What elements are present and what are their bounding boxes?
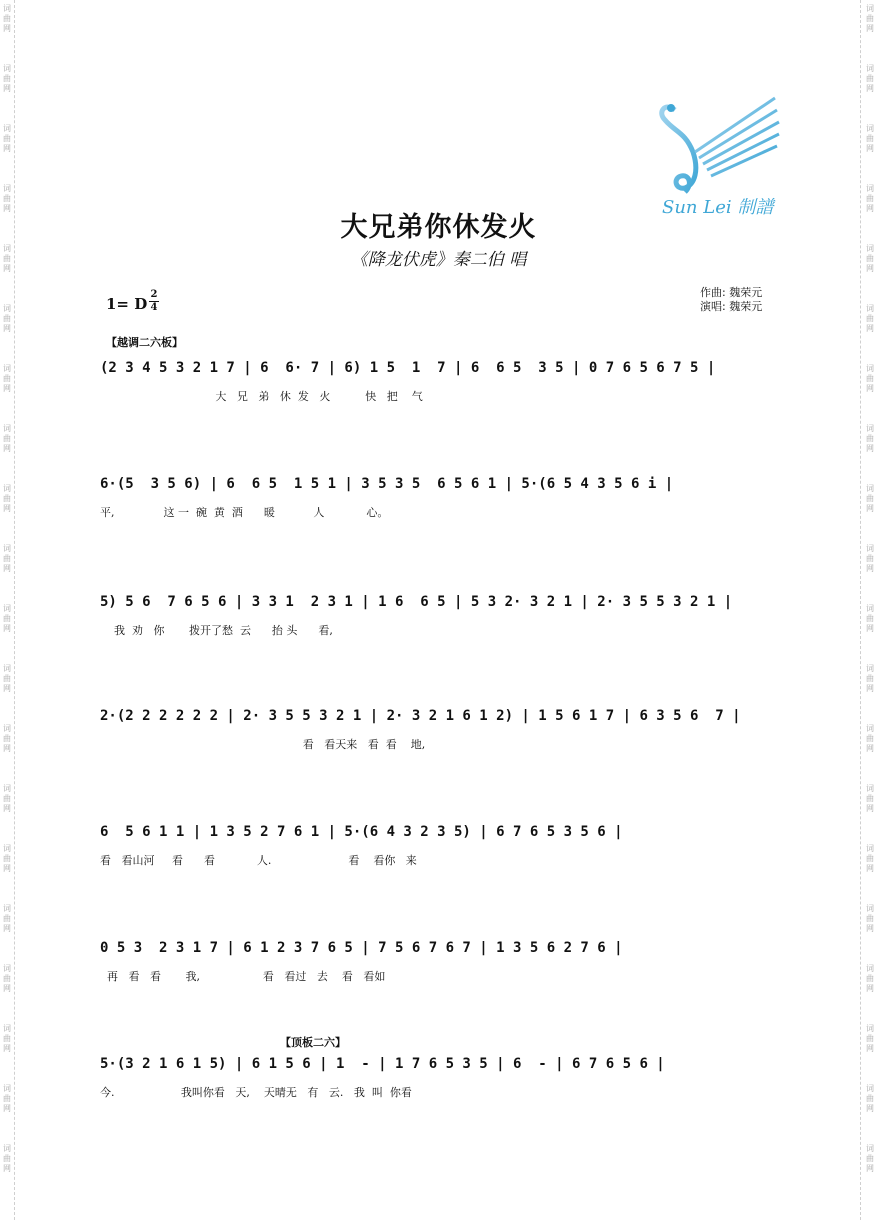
time-sig-top: 2 bbox=[150, 289, 158, 300]
notes-line-1: (2 3 4 5 3 2 1 7 | 6 6· 7 | 6) 1 5 1 7 | 6 6 5 3 5 | 0 7 6 5 6 7 5 | bbox=[100, 360, 716, 376]
watermark-label: 词 曲 网 bbox=[866, 364, 874, 393]
score-line-2 bbox=[100, 476, 790, 536]
score-line-7 bbox=[100, 1056, 790, 1116]
singer-credit: 演唱: 魏荣元 bbox=[700, 300, 763, 313]
watermark-label: 词 曲 网 bbox=[3, 124, 11, 153]
watermark-label: 词 曲 网 bbox=[866, 4, 874, 33]
score-line-6 bbox=[100, 940, 790, 1000]
watermark-label: 词 曲 网 bbox=[3, 1144, 11, 1173]
lyrics-line-4: 看 看天来 看 看 地, bbox=[100, 738, 426, 751]
watermark-label: 词 曲 网 bbox=[866, 544, 874, 573]
page-title: 大兄弟你休发火 bbox=[340, 212, 537, 243]
watermark-label: 词 曲 网 bbox=[3, 544, 11, 573]
page-subtitle: 《降龙伏虎》秦二伯 唱 bbox=[350, 250, 527, 270]
left-margin-edge bbox=[0, 0, 15, 1220]
watermark-label: 词 曲 网 bbox=[3, 784, 11, 813]
lyrics-line-7: 今. 我叫你看 天, 天晴无 有 云. 我 叫 你看 bbox=[100, 1086, 412, 1099]
watermark-label: 词 曲 网 bbox=[866, 64, 874, 93]
notes-line-6: 0 5 3 2 3 1 7 | 6 1 2 3 7 6 5 | 7 5 6 7 6 7 | 1 3 5 6 2 7 6 | bbox=[100, 940, 623, 956]
watermark-label: 词 曲 网 bbox=[3, 904, 11, 933]
watermark-label: 词 曲 网 bbox=[3, 964, 11, 993]
watermark-label: 词 曲 网 bbox=[3, 484, 11, 513]
watermark-label: 词 曲 网 bbox=[3, 4, 11, 33]
lyrics-line-2: 平, 这 一 碗 黄 酒 暖 人 心。 bbox=[100, 506, 389, 519]
logo-text: Sun Lei 制譜 bbox=[662, 197, 774, 218]
watermark-label: 词 曲 网 bbox=[3, 604, 11, 633]
section-mark-1: 【越调二六板】 bbox=[106, 336, 183, 349]
watermark-label: 词 曲 网 bbox=[866, 424, 874, 453]
notes-line-5: 6 5 6 1 1 | 1 3 5 2 7 6 1 | 5·(6 4 3 2 3 5) | 6 7 6 5 3 5 6 | bbox=[100, 824, 623, 840]
lyrics-line-1: 大 兄 弟 休 发 火 快 把 气 bbox=[100, 390, 423, 403]
watermark-label: 词 曲 网 bbox=[3, 664, 11, 693]
right-margin-edge bbox=[860, 0, 875, 1220]
lyrics-line-5: 看 看山河 看 看 人. 看 看你 来 bbox=[100, 854, 417, 867]
watermark-label: 词 曲 网 bbox=[866, 1144, 874, 1173]
watermark-label: 词 曲 网 bbox=[866, 724, 874, 753]
time-sig-bottom: 4 bbox=[150, 302, 158, 313]
watermark-label: 词 曲 网 bbox=[866, 124, 874, 153]
watermark-label: 词 曲 网 bbox=[866, 844, 874, 873]
notes-line-2: 6·(5 3 5 6) | 6 6 5 1 5 1 | 3 5 3 5 6 5 6 1 | 5·(6 5 4 3 5 6 i | bbox=[100, 476, 674, 492]
key-signature: 1= D bbox=[106, 295, 148, 313]
watermark-label: 词 曲 网 bbox=[866, 244, 874, 273]
watermark-label: 词 曲 网 bbox=[866, 784, 874, 813]
watermark-label: 词 曲 网 bbox=[3, 184, 11, 213]
watermark-label: 词 曲 网 bbox=[866, 904, 874, 933]
notes-line-4: 2·(2 2 2 2 2 2 | 2· 3 5 5 3 2 1 | 2· 3 2 1 6 1 2) | 1 5 6 1 7 | 6 3 5 6 7 | bbox=[100, 708, 741, 724]
watermark-label: 词 曲 网 bbox=[3, 364, 11, 393]
notes-line-3: 5) 5 6 7 6 5 6 | 3 3 1 2 3 1 | 1 6 6 5 | 5 3 2· 3 2 1 | 2· 3 5 5 3 2 1 | bbox=[100, 594, 733, 610]
lyrics-line-3: 我 劝 你 拨开了愁 云 抬 头 看, bbox=[100, 624, 333, 637]
watermark-label: 词 曲 网 bbox=[3, 244, 11, 273]
composer-credit: 作曲: 魏荣元 bbox=[700, 286, 763, 299]
watermark-label: 词 曲 网 bbox=[3, 304, 11, 333]
watermark-label: 词 曲 网 bbox=[866, 1084, 874, 1113]
score-line-5 bbox=[100, 824, 790, 884]
credits bbox=[700, 286, 762, 314]
watermark-label: 词 曲 网 bbox=[3, 724, 11, 753]
watermark-label: 词 曲 网 bbox=[866, 604, 874, 633]
watermark-label: 词 曲 网 bbox=[866, 184, 874, 213]
watermark-label: 词 曲 网 bbox=[866, 664, 874, 693]
time-signature bbox=[149, 290, 159, 313]
watermark-label: 词 曲 网 bbox=[3, 1024, 11, 1053]
watermark-label: 词 曲 网 bbox=[866, 964, 874, 993]
watermark-label: 词 曲 网 bbox=[3, 424, 11, 453]
watermark-label: 词 曲 网 bbox=[3, 64, 11, 93]
score-line-3 bbox=[100, 594, 790, 654]
notes-line-7: 5·(3 2 1 6 1 5) | 6 1 5 6 | 1 - | 1 7 6 5 3 5 | 6 - | 6 7 6 5 6 | bbox=[100, 1056, 665, 1072]
watermark-label: 词 曲 网 bbox=[866, 484, 874, 513]
watermark-label: 词 曲 网 bbox=[3, 1084, 11, 1113]
watermark-label: 词 曲 网 bbox=[866, 304, 874, 333]
score-line-1 bbox=[100, 360, 790, 420]
lyrics-line-6: 再 看 看 我, 看 看过 去 看 看如 bbox=[100, 970, 386, 983]
score-line-4 bbox=[100, 708, 790, 768]
watermark-label: 词 曲 网 bbox=[3, 844, 11, 873]
watermark-label: 词 曲 网 bbox=[866, 1024, 874, 1053]
section-mark-2: 【顶板二六】 bbox=[280, 1036, 346, 1049]
